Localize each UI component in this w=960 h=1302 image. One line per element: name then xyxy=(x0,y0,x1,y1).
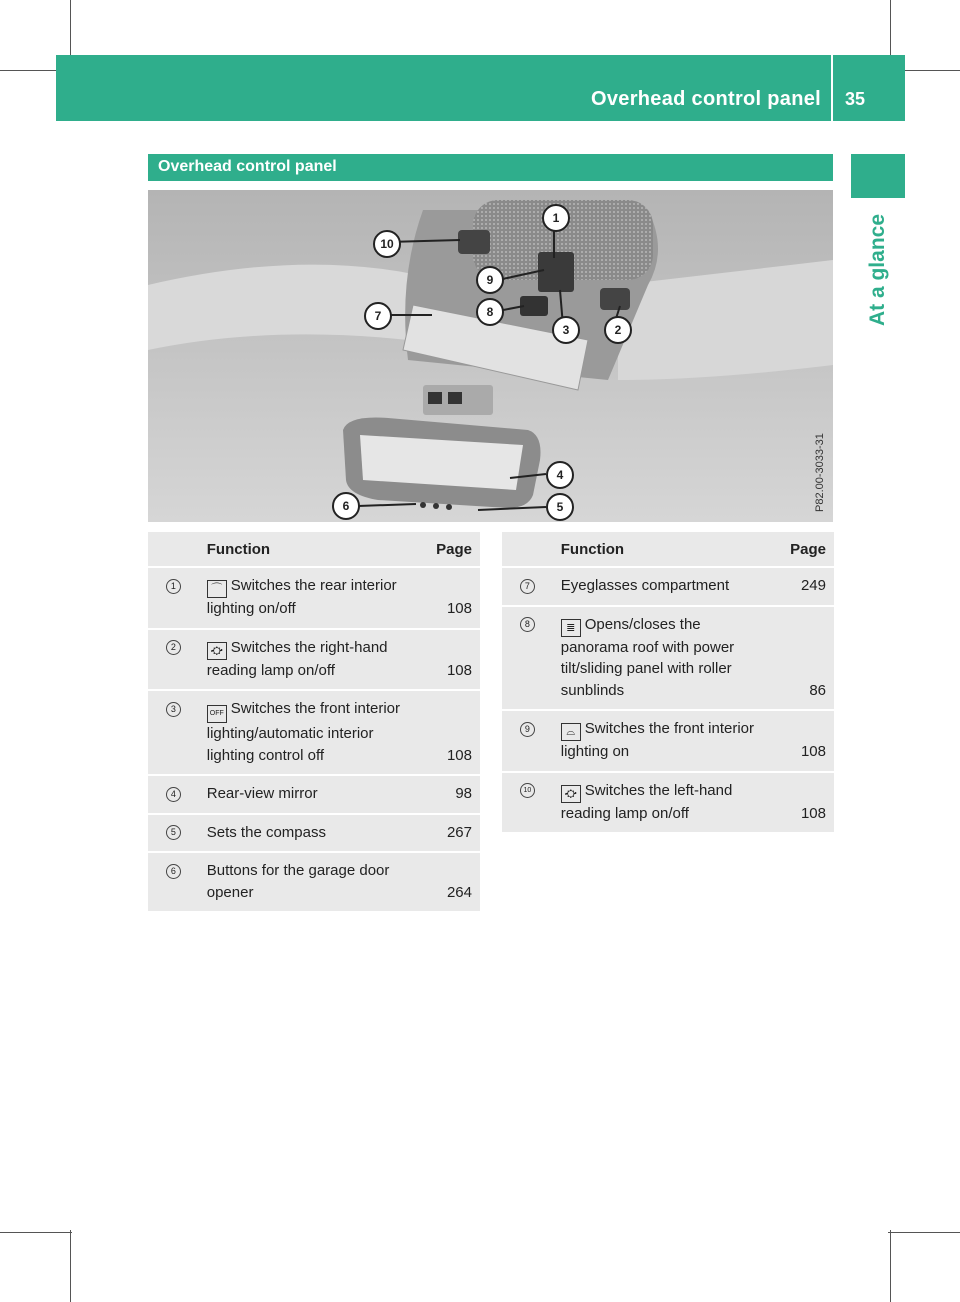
row-text: Sets the compass xyxy=(206,823,326,841)
table-row xyxy=(148,815,480,852)
crop-mark xyxy=(70,1230,71,1302)
chapter-label xyxy=(848,207,908,333)
row-text: Switches the right-hand reading lamp on/off xyxy=(206,638,388,679)
callout-2: 2 xyxy=(604,316,632,344)
table-row xyxy=(148,568,480,628)
row-function xyxy=(199,691,423,774)
reading-lamp-icon: ⛮ xyxy=(561,785,581,803)
row-text: Switches the rear interior lighting on/off xyxy=(206,577,397,617)
overhead-panel-illustration xyxy=(148,190,833,522)
section-title: Overhead control panel xyxy=(158,158,337,175)
interior-light-switches xyxy=(538,252,574,292)
table-row xyxy=(148,691,480,774)
row-function xyxy=(199,815,423,852)
row-page: 108 xyxy=(777,711,834,771)
rear-light-icon: ⌒ xyxy=(207,580,227,598)
row-function xyxy=(199,568,423,628)
row-page: 108 xyxy=(423,568,480,628)
overhead-panel-figure xyxy=(148,190,833,522)
crop-mark xyxy=(0,1232,72,1233)
callout-5: 5 xyxy=(546,493,574,521)
callout-1: 1 xyxy=(542,204,570,232)
row-text: Opens/closes the panorama roof with power tilt/sliding panel with roller sunblinds xyxy=(560,615,735,699)
crop-mark xyxy=(888,1232,960,1233)
row-text: Eyeglasses compartment xyxy=(560,577,730,594)
panorama-roof-switch xyxy=(520,296,548,316)
row-text: Switches the left-hand reading lamp on/off xyxy=(560,781,733,822)
row-number: 1 xyxy=(148,568,199,628)
row-page: 108 xyxy=(423,691,480,774)
callout-9: 9 xyxy=(476,266,504,294)
garage-door-button xyxy=(420,502,426,508)
chapter-tab xyxy=(851,154,905,198)
function-table-right xyxy=(502,530,834,834)
header-function: Function xyxy=(199,532,423,566)
callout-10: 10 xyxy=(373,230,401,258)
callout-6: 6 xyxy=(332,492,360,520)
row-page: 264 xyxy=(423,853,480,911)
row-function xyxy=(199,776,423,813)
row-number: 3 xyxy=(148,691,199,774)
figure-code: P82.00-3033-31 xyxy=(814,433,826,512)
row-function xyxy=(199,853,423,911)
front-light-icon: ⌓ xyxy=(561,723,581,741)
crop-mark xyxy=(890,1230,891,1302)
callout-3: 3 xyxy=(552,316,580,344)
section-heading xyxy=(148,154,833,181)
row-function xyxy=(553,773,777,833)
callout-8: 8 xyxy=(476,298,504,326)
garage-door-button xyxy=(446,504,452,510)
row-page: 108 xyxy=(423,630,480,690)
row-number: 5 xyxy=(148,815,199,852)
table-header-row xyxy=(502,532,834,566)
table-row xyxy=(502,773,834,833)
mount-button xyxy=(448,392,462,404)
row-number: 9 xyxy=(502,711,553,771)
table-row xyxy=(502,568,834,605)
header-number-col xyxy=(148,532,199,566)
row-number: 6 xyxy=(148,853,199,911)
table-row xyxy=(502,607,834,710)
light-off-icon: OFF xyxy=(207,705,227,723)
panorama-roof-icon: ≣ xyxy=(561,619,581,637)
row-function xyxy=(553,568,777,605)
row-number: 10 xyxy=(502,773,553,833)
left-reading-lamp-switch xyxy=(458,230,490,254)
callout-4: 4 xyxy=(546,461,574,489)
row-function xyxy=(199,630,423,690)
table-header-row xyxy=(148,532,480,566)
row-text: Switches the front interior lighting/automatic interior lighting control off xyxy=(206,700,400,764)
chapter-label-text: At a glance xyxy=(866,213,889,327)
header-title: Overhead control panel xyxy=(591,88,821,110)
table-row xyxy=(148,776,480,813)
row-page: 86 xyxy=(777,607,834,710)
row-function xyxy=(553,711,777,771)
row-text: Buttons for the garage door opener xyxy=(206,862,390,901)
row-number: 8 xyxy=(502,607,553,710)
header-number-col xyxy=(502,532,553,566)
function-table-left xyxy=(148,530,480,913)
table-row xyxy=(148,853,480,911)
row-text: Switches the front interior lighting on xyxy=(560,720,754,760)
header-divider xyxy=(831,55,833,121)
row-number: 2 xyxy=(148,630,199,690)
header-page: Page xyxy=(777,532,834,566)
row-number: 4 xyxy=(148,776,199,813)
garage-door-button xyxy=(433,503,439,509)
page-number: 35 xyxy=(844,89,865,109)
row-page: 267 xyxy=(423,815,480,852)
callout-7: 7 xyxy=(364,302,392,330)
reading-lamp-icon: ⛮ xyxy=(207,642,227,660)
header-banner xyxy=(56,55,905,121)
mount-button xyxy=(428,392,442,404)
table-row xyxy=(502,711,834,771)
header-function: Function xyxy=(553,532,777,566)
row-number: 7 xyxy=(502,568,553,605)
row-page: 98 xyxy=(423,776,480,813)
row-text: Rear-view mirror xyxy=(206,785,318,802)
table-row xyxy=(148,630,480,690)
row-page: 249 xyxy=(777,568,834,605)
header-page: Page xyxy=(423,532,480,566)
row-function xyxy=(553,607,777,710)
right-reading-lamp-switch xyxy=(600,288,630,310)
row-page: 108 xyxy=(777,773,834,833)
